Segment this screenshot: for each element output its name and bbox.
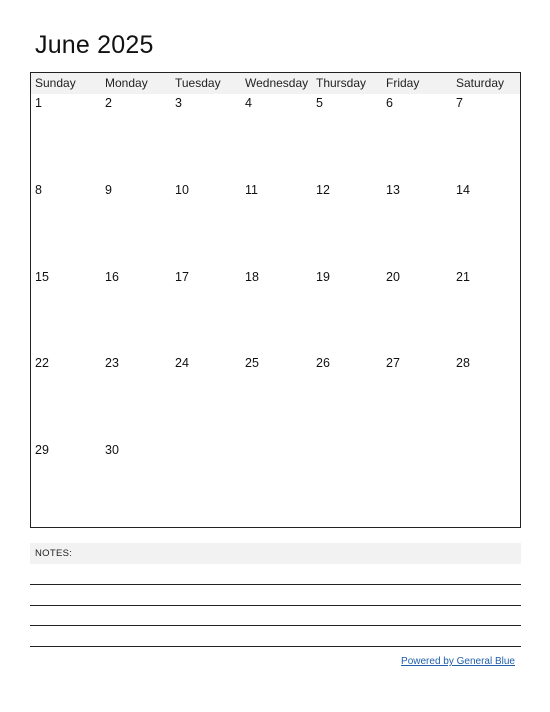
day-cell: 28 (456, 356, 470, 370)
day-cell: 11 (245, 183, 258, 197)
day-cell: 9 (105, 183, 112, 197)
day-cell: 7 (456, 96, 463, 110)
weekday-header-tuesday: Tuesday (175, 76, 221, 90)
day-cell: 4 (245, 96, 252, 110)
day-cell: 1 (35, 96, 42, 110)
day-cell: 8 (35, 183, 42, 197)
day-cell: 19 (316, 270, 330, 284)
day-cell: 2 (105, 96, 112, 110)
day-cell: 14 (456, 183, 470, 197)
day-cell: 3 (175, 96, 182, 110)
note-line (30, 625, 521, 626)
day-cell: 16 (105, 270, 119, 284)
weekday-header-monday: Monday (105, 76, 148, 90)
note-line (30, 605, 521, 606)
day-cell: 17 (175, 270, 189, 284)
notes-header (30, 543, 521, 564)
day-cell: 25 (245, 356, 259, 370)
day-cell: 12 (316, 183, 330, 197)
powered-by-link[interactable]: Powered by General Blue (401, 656, 515, 667)
day-cell: 27 (386, 356, 400, 370)
day-cell: 6 (386, 96, 393, 110)
weekday-header-saturday: Saturday (456, 76, 505, 90)
day-cell: 15 (35, 270, 49, 284)
day-cell: 30 (105, 443, 119, 457)
notes-label: NOTES: (35, 548, 73, 559)
day-cell: 23 (105, 356, 119, 370)
day-cell: 24 (175, 356, 189, 370)
weekday-header-row (31, 73, 520, 94)
day-cell: 18 (245, 270, 259, 284)
calendar-grid (30, 72, 521, 528)
day-cell: 29 (35, 443, 49, 457)
calendar-title: June 2025 (35, 31, 154, 59)
weekday-header-sunday: Sunday (35, 76, 76, 90)
day-cell: 26 (316, 356, 330, 370)
weekday-header-wednesday: Wednesday (245, 76, 309, 90)
day-cell: 5 (316, 96, 323, 110)
day-cell: 10 (175, 183, 189, 197)
day-cell: 13 (386, 183, 400, 197)
day-cell: 20 (386, 270, 400, 284)
note-line (30, 584, 521, 585)
note-line (30, 646, 521, 647)
day-cell: 21 (456, 270, 470, 284)
weekday-header-thursday: Thursday (316, 76, 367, 90)
day-cell: 22 (35, 356, 49, 370)
weekday-header-friday: Friday (386, 76, 420, 90)
